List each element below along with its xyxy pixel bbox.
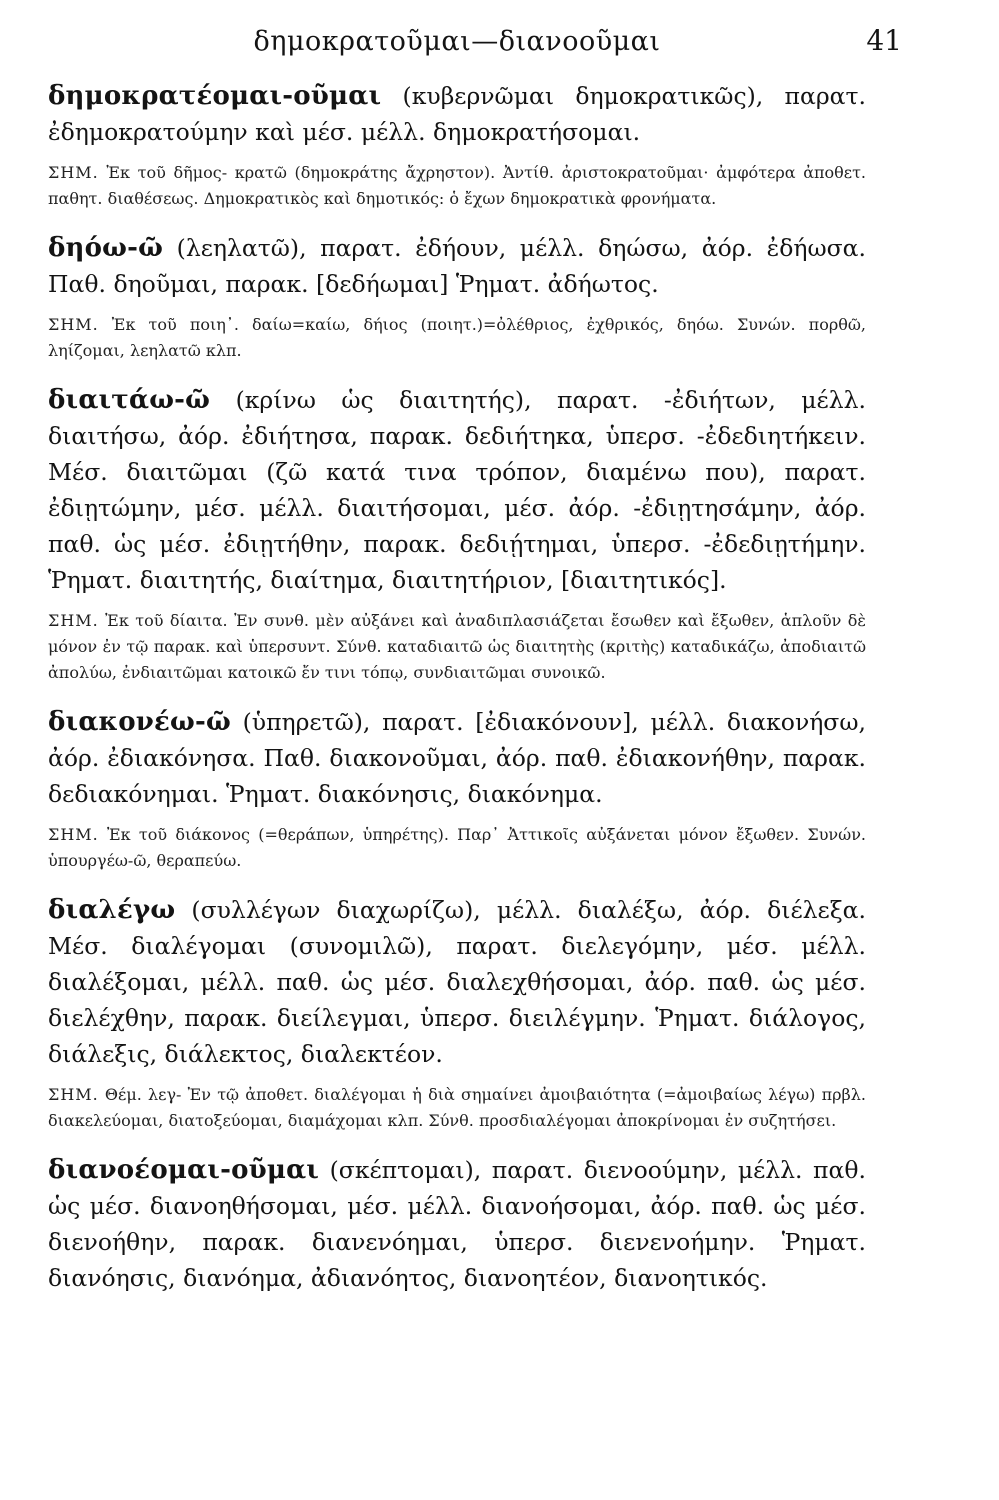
entry-lemma: διαλέγω <box>48 895 176 925</box>
note-label: ΣΗΜ. <box>48 825 99 844</box>
note-text: Θέμ. λεγ- Ἐν τῷ ἀποθετ. διαλέγομαι ἡ διὰ σημαίνει ἀμοιβαιότητα (=ἀμοιβαίως λέγω) πρβλ. διακελεύομαι, διατοξεύομαι, διαμάχομαι κλπ. Σύνθ. προσδιαλέγομαι ἀποκρίνομαι ἐν συζητήσει. <box>48 1085 866 1130</box>
running-title: δημοκρατοῦμαι—διανοοῦμαι <box>253 26 661 57</box>
entry-definition: (κυβερνῶμαι δημοκρατικῶς), παρατ. ἐδημοκρατούμην καὶ μέσ. μέλλ. δημοκρατήσομαι. <box>48 82 866 146</box>
note-text: Ἐκ τοῦ δῆμος- κρατῶ (δημοκράτης ἄχρηστον). Ἀντίθ. ἀριστοκρατοῦμαι· ἀμφότερα ἀποθετ. παθητ. διαθέσεως. Δημοκρατικὸς καὶ δημοτικός: ὁ ἔχων δημοκρατικὰ φρονήματα. <box>48 163 866 208</box>
entry-definition: (ὑπηρετῶ), παρατ. [ἐδιακόνουν], μέλλ. διακονήσω, ἀόρ. ἐδιακόνησα. Παθ. διακονοῦμαι, ἀόρ. παθ. ἐδιακονήθην, παρακ. δεδιακόνημαι. Ῥηματ. διακόνησις, διακόνημα. <box>48 708 866 808</box>
entry-body <box>48 78 866 150</box>
dictionary-entry <box>48 382 866 686</box>
entry-definition: (λεηλατῶ), παρατ. ἐδήουν, μέλλ. δηώσω, ἀόρ. ἐδήωσα. Παθ. δηοῦμαι, παρακ. [δεδήωμαι] Ῥηματ. ἀδήωτος. <box>48 234 866 298</box>
entry-note <box>48 1082 866 1134</box>
note-text: Ἐκ τοῦ δίαιτα. Ἐν συνθ. μὲν αὐξάνει καὶ ἀναδιπλασιάζεται ἔσωθεν καὶ ἔξωθεν, ἁπλοῦν δὲ μόνον ἐν τῷ παρακ. καὶ ὑπερσυντ. Σύνθ. καταδιαιτῶ ὡς διαιτητὴς (κριτὴς) καταδικάζω, ἀποδιαιτῶ ἀπολύω, ἐνδιαιτῶμαι κατοικῶ ἔν τινι τόπῳ, συνδιαιτῶμαι συνοικῶ. <box>48 611 866 682</box>
note-text: Ἐκ τοῦ ποιη᾽. δαίω=καίω, δήιος (ποιητ.)=ὀλέθριος, ἐχθρικός, δηόω. Συνών. πορθῶ, ληίζομαι, λεηλατῶ κλπ. <box>48 315 866 360</box>
note-label: ΣΗΜ. <box>48 611 99 630</box>
note-text: Ἐκ τοῦ διάκονος (=θεράπων, ὑπηρέτης). Παρ᾽ Ἀττικοῖς αὐξάνεται μόνον ἔξωθεν. Συνών. ὑπουργέω-ῶ, θεραπεύω. <box>48 825 866 870</box>
entry-lemma: διαιτάω-ῶ <box>48 385 211 415</box>
entry-lemma: διανοέομαι-οῦμαι <box>48 1155 320 1185</box>
note-label: ΣΗΜ. <box>48 163 99 182</box>
entry-note <box>48 160 866 212</box>
entry-body <box>48 704 866 812</box>
entry-note <box>48 608 866 686</box>
entry-lemma: δημοκρατέομαι-οῦμαι <box>48 81 382 111</box>
entry-definition: (σκέπτομαι), παρατ. διενοούμην, μέλλ. παθ. ὡς μέσ. διανοηθήσομαι, μέσ. μέλλ. διανοήσομαι, ἀόρ. παθ. ὡς μέσ. διενοήθην, παρακ. διανενόημαι, ὑπερσ. διενενοήμην. Ῥηματ. διανόησις, διανόημα, ἀδιανόητος, διανοητέον, διανοητικός. <box>48 1156 866 1292</box>
dictionary-entry <box>48 1152 866 1296</box>
entry-body <box>48 382 866 598</box>
dictionary-entry <box>48 704 866 874</box>
entry-body <box>48 1152 866 1296</box>
entry-definition: (συλλέγων διαχωρίζω), μέλλ. διαλέξω, ἀόρ. διέλεξα. Μέσ. διαλέγομαι (συνομιλῶ), παρατ. διελεγόμην, μέσ. μέλλ. διαλέξομαι, μέλλ. παθ. ὡς μέσ. διαλεχθήσομαι, ἀόρ. παθ. ὡς μέσ. διελέχθην, παρακ. διείλεγμαι, ὑπερσ. διειλέγμην. Ῥηματ. διάλογος, διάλεξις, διάλεκτος, διαλεκτέον. <box>48 896 866 1068</box>
note-label: ΣΗΜ. <box>48 315 99 334</box>
entry-body <box>48 230 866 302</box>
entry-lemma: διακονέω-ῶ <box>48 707 231 737</box>
page-number: 41 <box>866 24 902 57</box>
entry-definition: (κρίνω ὡς διαιτητής), παρατ. -ἐδιήτων, μέλλ. διαιτήσω, ἀόρ. ἐδιήτησα, παρακ. δεδιήτηκα, ὑπερσ. -ἐδεδιητήκειν. Μέσ. διαιτῶμαι (ζῶ κατά τινα τρόπον, διαμένω που), παρατ. ἐδιῃτώμην, μέσ. μέλλ. διαιτήσομαι, μέσ. ἀόρ. -ἐδιῃτησάμην, ἀόρ. παθ. ὡς μέσ. ἐδιῃτήθην, παρακ. δεδιῄτημαι, ὑπερσ. -ἐδεδιῃτήμην. Ῥηματ. διαιτητής, διαίτημα, διαιτητήριον, [διαιτητικός]. <box>48 386 866 594</box>
dictionary-entry <box>48 230 866 364</box>
dictionary-entry <box>48 78 866 212</box>
entry-note <box>48 312 866 364</box>
entry-body <box>48 892 866 1072</box>
note-label: ΣΗΜ. <box>48 1085 99 1104</box>
entry-lemma: δηόω-ῶ <box>48 233 164 263</box>
dictionary-entry <box>48 892 866 1134</box>
page <box>48 10 902 1296</box>
entry-note <box>48 822 866 874</box>
page-header <box>48 10 902 60</box>
